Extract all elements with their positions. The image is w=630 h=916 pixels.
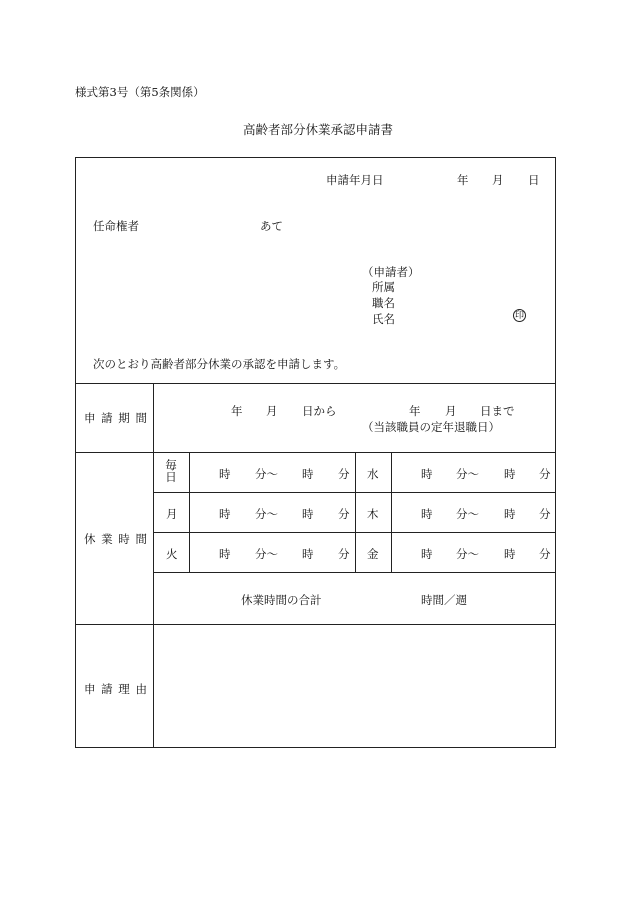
date-label: 申請年月日 — [326, 173, 384, 187]
row3-left-start-minute: 分〜 — [255, 547, 278, 561]
row3-right-start-minute: 分〜 — [456, 547, 479, 561]
row1-left-end-hour: 時 — [302, 467, 314, 481]
day-tue: 火 — [166, 547, 178, 561]
period-note: （当該職員の定年退職日） — [362, 420, 500, 434]
day-mon: 月 — [166, 507, 178, 521]
row1-right-start-hour: 時 — [421, 467, 433, 481]
day-wed: 水 — [367, 467, 379, 481]
row1-left-start-minute: 分〜 — [255, 467, 278, 481]
label-column-divider — [153, 383, 154, 748]
divider-header — [75, 383, 556, 384]
row2-left-end-minute: 分 — [338, 507, 350, 521]
row1-left-end-minute: 分 — [338, 467, 350, 481]
day-fri: 金 — [367, 547, 379, 561]
day-thu: 木 — [367, 507, 379, 521]
day-column-divider-left — [189, 452, 190, 572]
row3-left-end-hour: 時 — [302, 547, 314, 561]
row1-right-end-hour: 時 — [504, 467, 516, 481]
form-number: 様式第3号（第5条関係） — [75, 85, 205, 99]
row1-left-start-hour: 時 — [219, 467, 231, 481]
row3-right-end-minute: 分 — [539, 547, 551, 561]
request-text: 次のとおり高齢者部分休業の承認を申請します。 — [93, 357, 346, 371]
affiliation-label: 所属 — [372, 280, 395, 294]
period-from-year: 年 — [231, 404, 243, 418]
row1-right-start-minute: 分〜 — [456, 467, 479, 481]
seal-icon: 印 — [514, 311, 524, 321]
row3-left-end-minute: 分 — [338, 547, 350, 561]
row2-left-start-hour: 時 — [219, 507, 231, 521]
total-hours-label: 休業時間の合計 — [241, 593, 322, 607]
divider-total — [75, 624, 556, 625]
row2-right-start-minute: 分〜 — [456, 507, 479, 521]
addressee-label: あて — [260, 219, 283, 233]
day-daily: 毎日 — [165, 458, 177, 484]
period-to-year: 年 — [409, 404, 421, 418]
divider-hours-row3 — [153, 572, 556, 573]
name-label: 氏名 — [372, 312, 395, 326]
period-from-day: 日から — [302, 404, 337, 418]
day-column-divider-right — [391, 452, 392, 572]
hours-label: 休 業 時 間 — [84, 532, 148, 546]
appointer-label: 任命権者 — [93, 219, 139, 233]
period-label: 申 請 期 間 — [84, 411, 148, 425]
row3-right-start-hour: 時 — [421, 547, 433, 561]
period-from-month: 月 — [266, 404, 278, 418]
form-title: 高齢者部分休業承認申請書 — [243, 122, 394, 137]
period-to-month: 月 — [445, 404, 457, 418]
row2-left-end-hour: 時 — [302, 507, 314, 521]
date-day: 日 — [528, 173, 540, 187]
row1-right-end-minute: 分 — [539, 467, 551, 481]
row2-left-start-minute: 分〜 — [255, 507, 278, 521]
row3-left-start-hour: 時 — [219, 547, 231, 561]
period-to-day: 日まで — [480, 404, 515, 418]
position-label: 職名 — [372, 296, 395, 310]
reason-label: 申 請 理 由 — [84, 682, 148, 696]
date-month: 月 — [492, 173, 504, 187]
total-hours-unit: 時間／週 — [421, 593, 467, 607]
divider-period — [75, 452, 556, 453]
row2-right-start-hour: 時 — [421, 507, 433, 521]
row2-right-end-hour: 時 — [504, 507, 516, 521]
mid-column-divider — [355, 452, 356, 572]
date-year: 年 — [457, 173, 469, 187]
row2-right-end-minute: 分 — [539, 507, 551, 521]
applicant-label: （申請者） — [362, 265, 420, 279]
row3-right-end-hour: 時 — [504, 547, 516, 561]
